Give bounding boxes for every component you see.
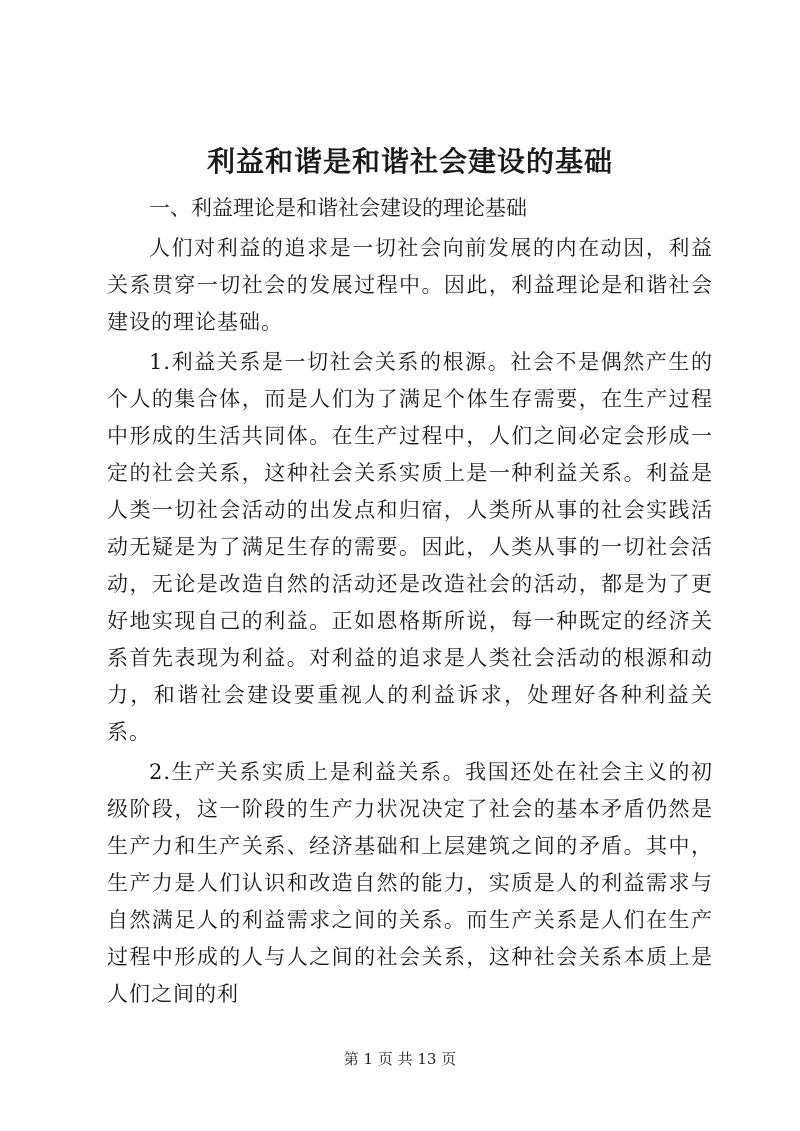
document-page <box>107 140 713 1013</box>
page-footer: 第 1 页 共 13 页 <box>343 1050 457 1068</box>
paragraph-intro: 人们对利益的追求是一切社会向前发展的内在动因，利益关系贯穿一切社会的发展过程中。因此，利益理论是和谐社会建设的理论基础。 <box>107 236 713 334</box>
document-title: 利益和谐是和谐社会建设的基础 <box>206 145 613 178</box>
paragraph-point-2: 2.生产关系实质上是利益关系。我国还处在社会主义的初级阶段，这一阶段的生产力状况决定了社会的基本矛盾仍然是生产力和生产关系、经济基础和上层建筑之间的矛盾。其中，生产力是人们认识和改造自然的能力，实质是人的利益需求与自然满足人的利益需求之间的关系。而生产关系是人们在生产过程中形成的人与人之间的社会关系，这种社会关系本质上是人们之间的利 <box>107 760 713 1006</box>
paragraph-point-1: 1.利益关系是一切社会关系的根源。社会不是偶然产生的个人的集合体，而是人们为了满足个体生存需要，在生产过程中形成的生活共同体。在生产过程中，人们之间必定会形成一定的社会关系，这种社会关系实质上是一种利益关系。利益是人类一切社会活动的出发点和归宿，人类所从事的社会实践活动无疑是为了满足生存的需要。因此，人类从事的一切社会活动，无论是改造自然的活动还是改造社会的活动，都是为了更好地实现自己的利益。正如恩格斯所说，每一种既定的经济关系首先表现为利益。对利益的追求是人类社会活动的根源和动力，和谐社会建设要重视人的利益诉求，处理好各种利益关系。 <box>107 350 713 744</box>
section-heading: 一、利益理论是和谐社会建设的理论基础 <box>149 196 527 220</box>
